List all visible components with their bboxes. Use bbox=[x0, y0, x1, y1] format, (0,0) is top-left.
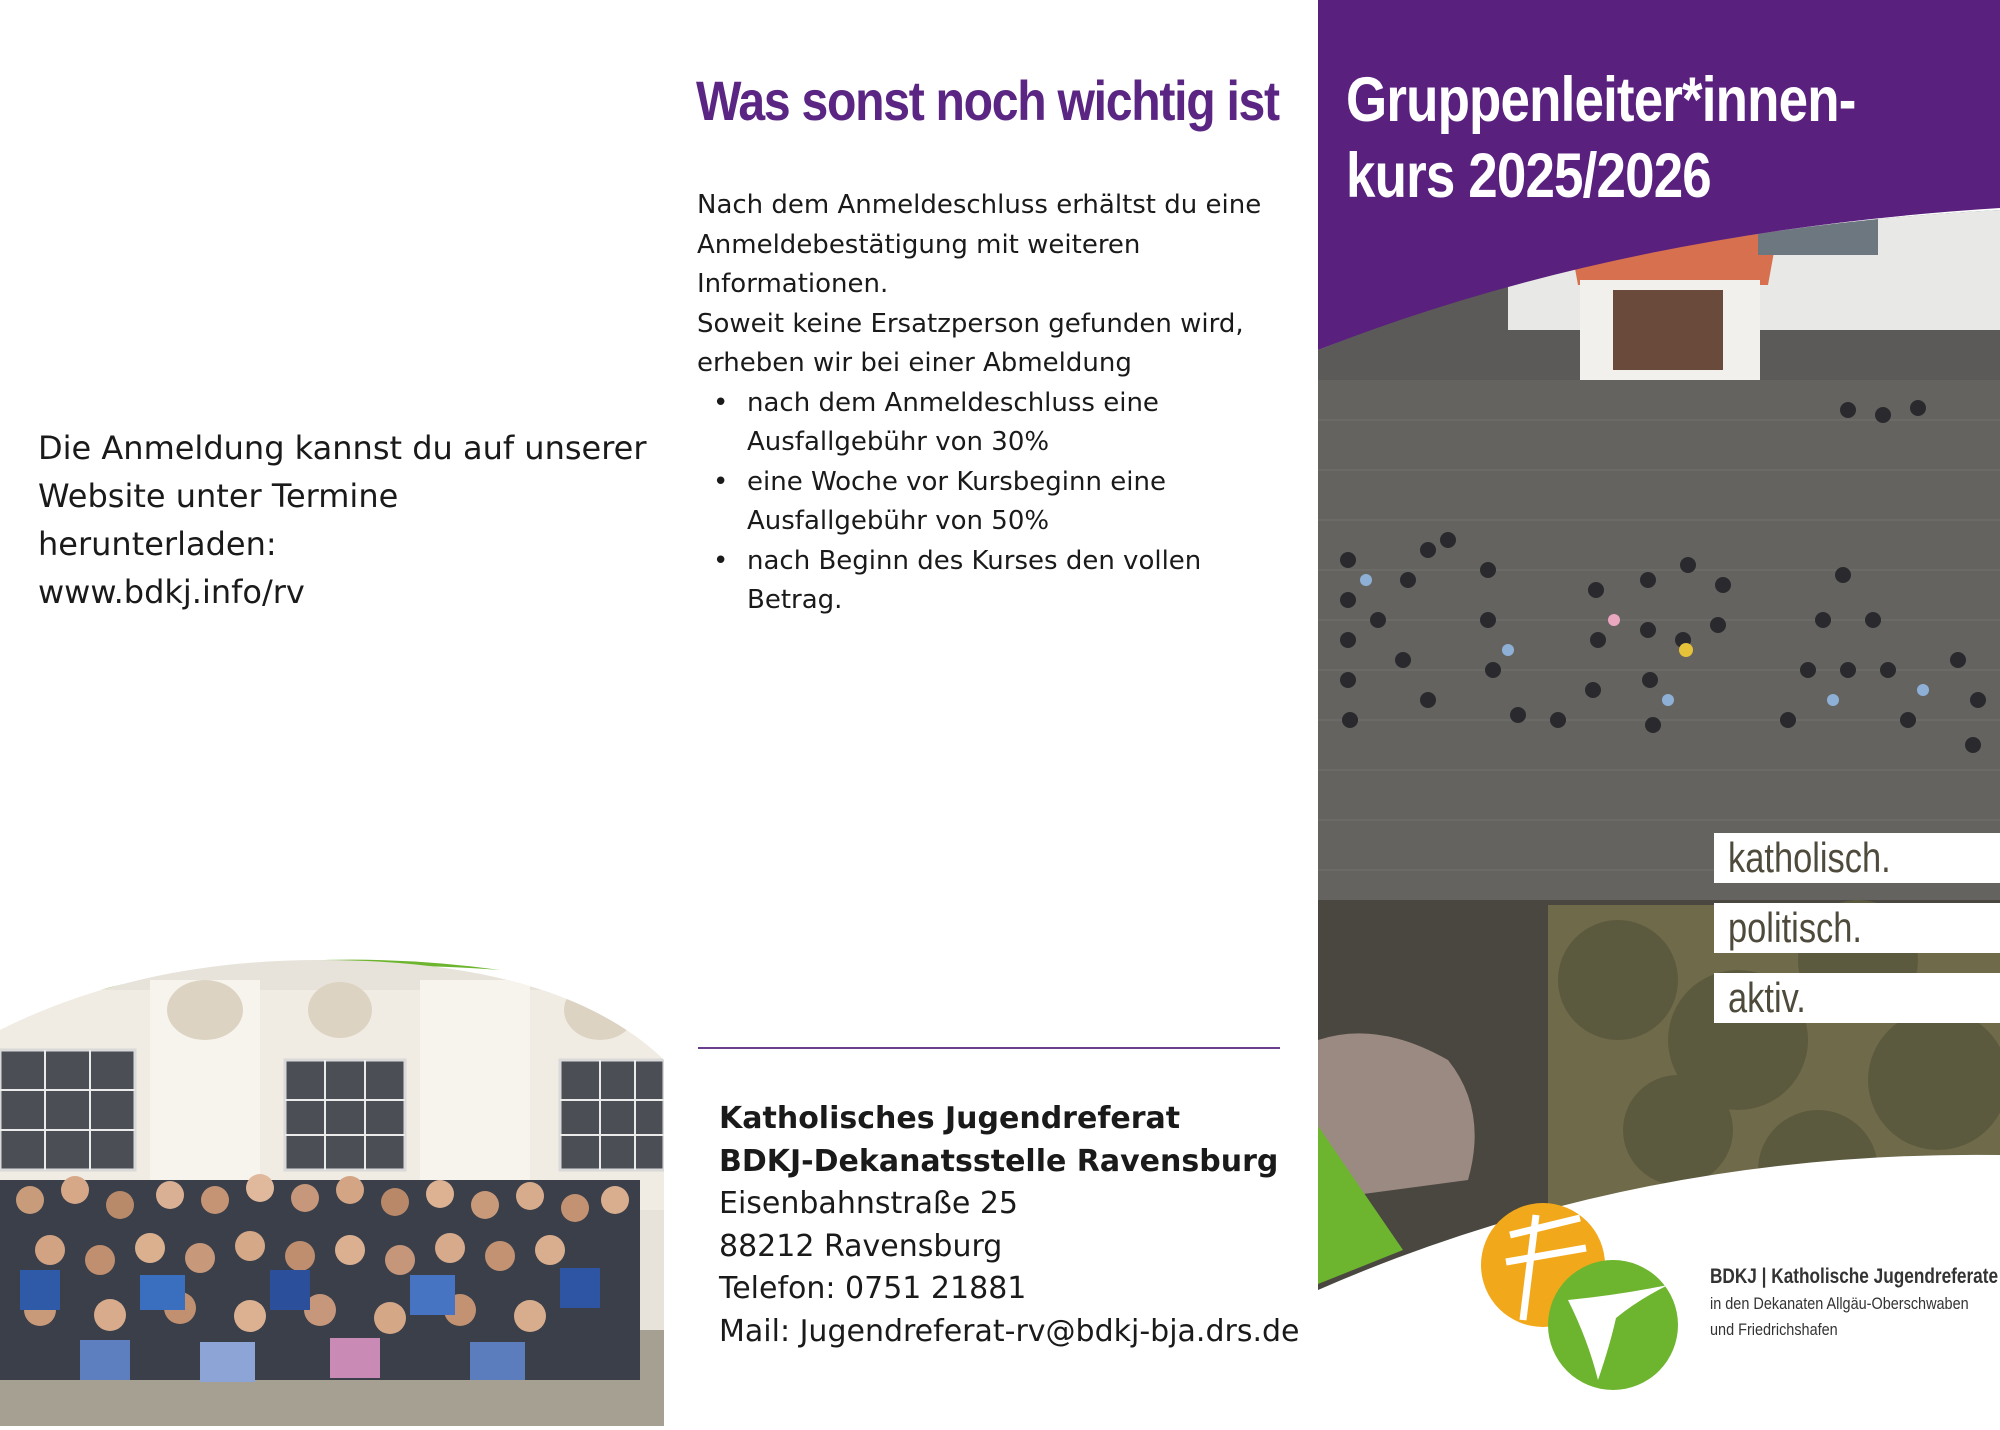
contact-street: Eisenbahnstraße 25 bbox=[719, 1186, 1019, 1221]
list-item-line: Ausfallgebühr von 30% bbox=[747, 427, 1050, 457]
slogan-katholisch: katholisch. bbox=[1714, 833, 2000, 883]
body-line: Soweit keine Ersatzperson gefunden wird, bbox=[697, 308, 1244, 339]
divider bbox=[698, 1047, 1280, 1049]
registration-line: herunterladen: bbox=[38, 525, 277, 563]
list-item-line: Betrag. bbox=[747, 585, 843, 615]
registration-info bbox=[38, 424, 658, 616]
contact-mail[interactable]: Mail: Jugendreferat-rv@bdkj-bja.drs.de bbox=[719, 1313, 1300, 1349]
contact-city: 88212 Ravensburg bbox=[719, 1228, 1003, 1264]
contact-block bbox=[719, 1098, 1319, 1353]
registration-url[interactable]: www.bdkj.info/rv bbox=[38, 573, 305, 611]
slogan-aktiv: aktiv. bbox=[1714, 973, 2000, 1023]
list-item-line: nach Beginn des Kurses den vollen bbox=[747, 545, 1202, 576]
logo-title: BDKJ | Katholische Jugendreferate bbox=[1710, 1265, 1999, 1288]
contact-org: Katholisches Jugendreferat bbox=[719, 1101, 1181, 1136]
list-item-line: nach dem Anmeldeschluss eine bbox=[747, 387, 1159, 418]
contact-org: BDKJ-Dekanatsstelle Ravensburg bbox=[719, 1143, 1279, 1179]
cover-title bbox=[1346, 62, 1856, 214]
group-photo bbox=[0, 950, 664, 1426]
cover-title-line2: kurs 2025/2026 bbox=[1346, 141, 1711, 211]
info-text bbox=[697, 186, 1297, 621]
contact-phone[interactable]: Telefon: 0751 21881 bbox=[719, 1271, 1027, 1306]
slogan-politisch: politisch. bbox=[1714, 903, 2000, 953]
body-line: Anmeldebestätigung mit weiteren bbox=[697, 229, 1141, 260]
list-item-line: Ausfallgebühr von 50% bbox=[747, 506, 1050, 536]
logo-text bbox=[1710, 1263, 2000, 1343]
list-item bbox=[697, 384, 1297, 463]
list-item bbox=[697, 542, 1297, 621]
logo-subtitle: in den Dekanaten Allgäu-Oberschwaben bbox=[1710, 1294, 1969, 1313]
registration-line: Die Anmeldung kannst du auf unserer bbox=[38, 429, 647, 467]
logo-subtitle: und Friedrichshafen bbox=[1710, 1320, 1838, 1339]
body-line: erheben wir bei einer Abmeldung bbox=[697, 348, 1132, 378]
cover-title-line1: Gruppenleiter*innen- bbox=[1346, 65, 1856, 135]
cover-panel bbox=[1318, 0, 2000, 1426]
fee-list bbox=[697, 384, 1297, 621]
body-line: Informationen. bbox=[697, 269, 889, 299]
registration-line: Website unter Termine bbox=[38, 477, 399, 515]
list-item-line: eine Woche vor Kursbeginn eine bbox=[747, 466, 1166, 497]
list-item bbox=[697, 463, 1297, 542]
body-line: Nach dem Anmeldeschluss erhältst du eine bbox=[697, 190, 1262, 220]
section-heading: Was sonst noch wichtig ist bbox=[696, 69, 1279, 132]
